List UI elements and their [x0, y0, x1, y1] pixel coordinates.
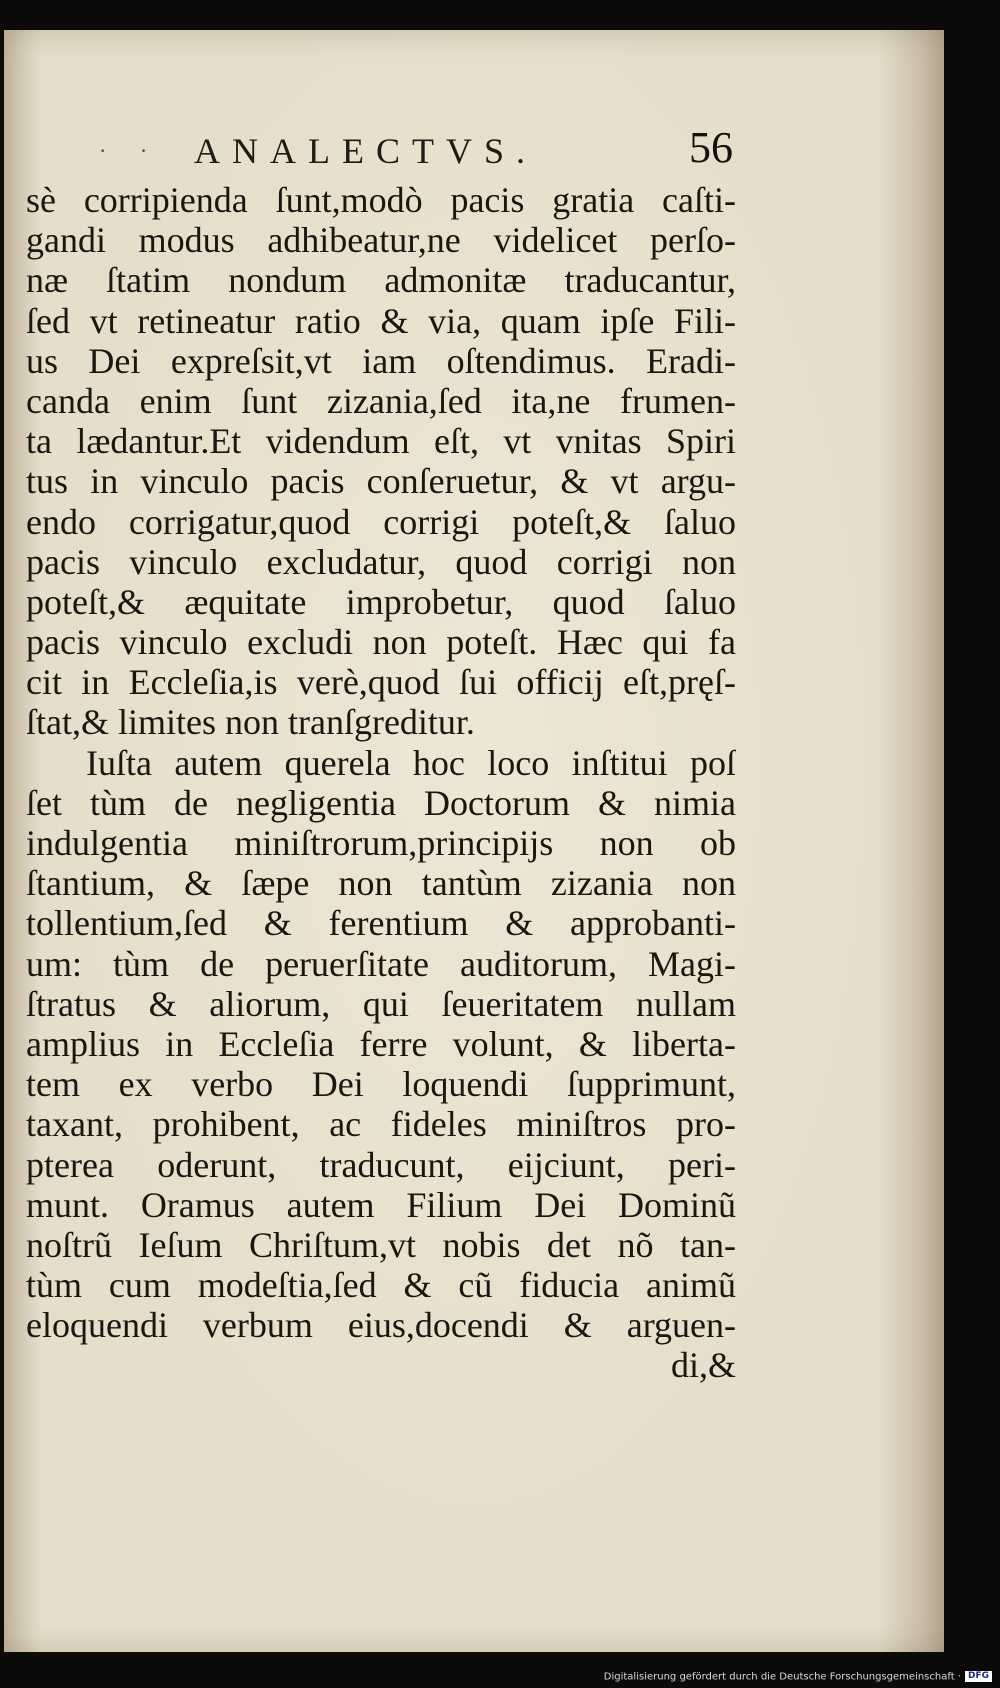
paragraph-start-line: Iuſta autem querela hoc loco inſtitui poſ: [86, 742, 736, 783]
running-title: ANALECTVS.: [194, 131, 537, 171]
text-line: tùm cum modeſtia,ſed & cũ fiducia animũ: [26, 1265, 736, 1306]
text-line: tem ex verbo Dei loquendi ſupprimunt,: [26, 1064, 736, 1105]
text-line: taxant, prohibent, ac fideles miniſtros pro-: [26, 1104, 736, 1145]
text-line: indulgentia miniſtrorum,principijs non ob: [26, 823, 736, 863]
page-number: 56: [689, 123, 733, 172]
text-line: canda enim ſunt zizania,ſed ita,ne frumen-: [26, 380, 736, 421]
text-line: tollentium,ſed & ferentium & approbanti-: [26, 903, 736, 944]
text-line: us Dei expreſsit,vt iam oſtendimus. Eradi-: [26, 340, 736, 381]
credit-text: Digitalisierung gefördert durch die Deutsche Forschungsgemeinschaft ·: [603, 1671, 961, 1682]
text-line: ſtantium, & ſæpe non tantùm zizania non: [26, 863, 736, 904]
text-line: noſtrũ Ieſum Chriſtum,vt nobis det nõ tan-: [26, 1224, 736, 1265]
digitization-credit: [604, 1671, 992, 1683]
text-line: gandi modus adhibeatur,ne videlicet perſo-: [26, 220, 736, 261]
text-line: um: tùm de peruerſitate auditorum, Magi-: [26, 943, 736, 984]
text-line: poteſt,& æquitate improbetur, quod ſaluo: [26, 581, 736, 622]
text-line: amplius in Eccleſia ferre volunt, & liberta-: [26, 1023, 736, 1064]
dfg-logo: DFG: [965, 1671, 992, 1682]
body-text: [26, 180, 736, 1386]
text-line: ta lædantur.Et videndum eſt, vt vnitas Spiri: [26, 421, 736, 462]
catchword: di,&: [670, 1345, 736, 1386]
text-line: eloquendi verbum eius,docendi & arguen-: [26, 1305, 736, 1346]
book-page: [4, 30, 944, 1652]
text-line: ſtat,& limites non tranſgreditur.: [26, 702, 475, 743]
text-line: endo corrigatur,quod corrigi poteſt,& ſaluo: [26, 501, 736, 542]
text-line: ſtratus & aliorum, qui ſeueritatem nullam: [26, 983, 736, 1024]
text-line: sè corripienda ſunt,modò pacis gratia caſti-: [26, 180, 736, 220]
text-line: pacis vinculo excludatur, quod corrigi non: [26, 541, 736, 582]
text-line: pacis vinculo excludi non poteſt. Hæc qui fa: [26, 622, 736, 663]
text-line: næ ſtatim nondum admonitæ traducantur,: [26, 260, 736, 301]
page-header: [99, 123, 754, 176]
header-ornament: · ·: [99, 138, 162, 163]
text-line: ſed vt retineatur ratio & via, quam ipſe Fili-: [26, 300, 736, 341]
text-line: tus in vinculo pacis conſeruetur, & vt argu-: [26, 461, 736, 502]
text-line: pterea oderunt, traducunt, eijciunt, peri-: [26, 1144, 736, 1185]
text-line: cit in Eccleſia,is verè,quod ſui officij eſt,pręſ-: [26, 662, 736, 703]
text-line: ſet tùm de negligentia Doctorum & nimia: [26, 782, 736, 823]
text-line: munt. Oramus autem Filium Dei Dominũ: [26, 1184, 736, 1225]
